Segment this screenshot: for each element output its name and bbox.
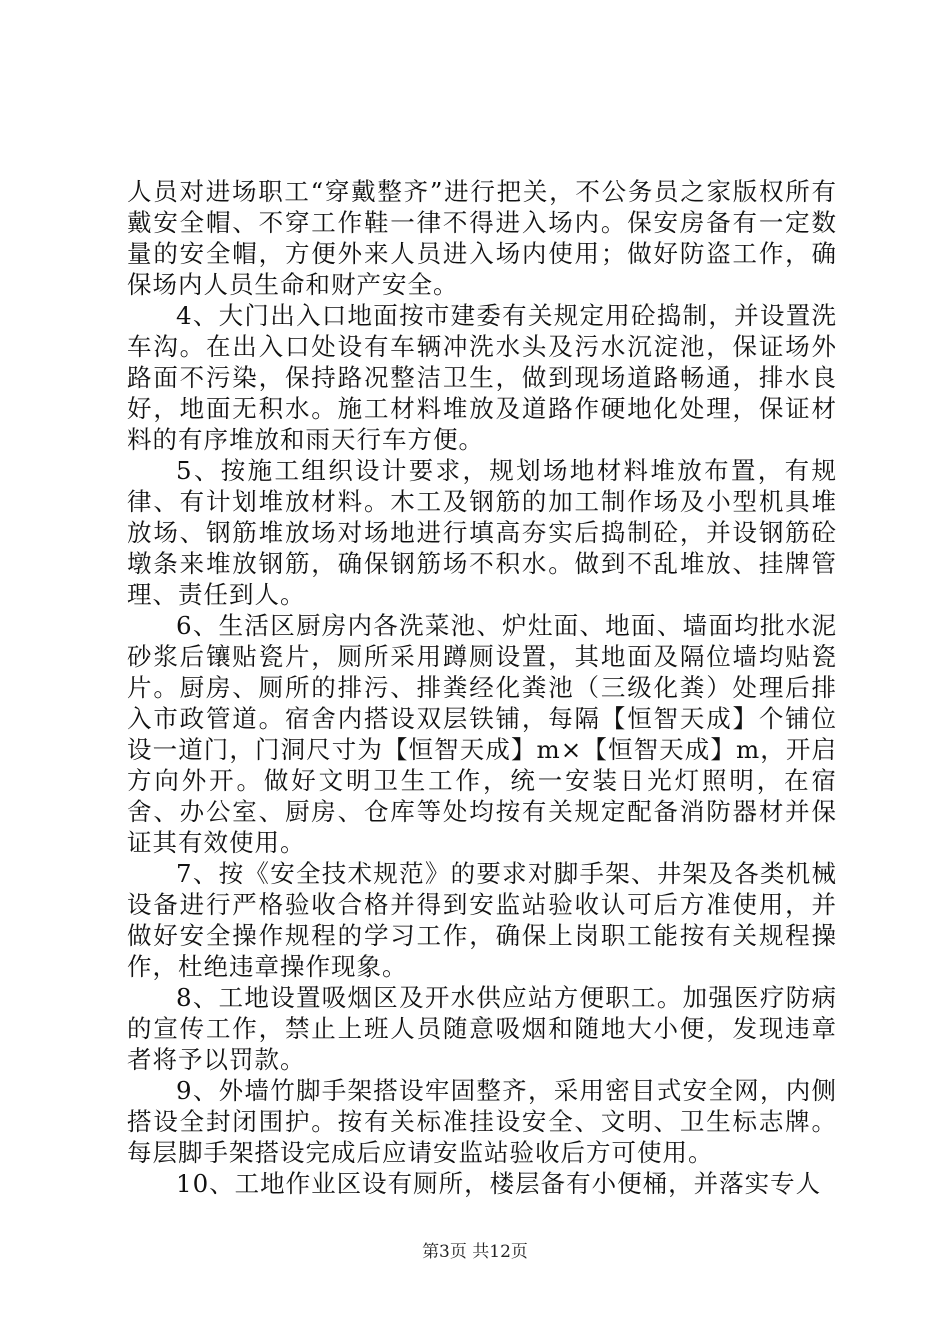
document-body	[127, 176, 837, 1199]
page-number-footer: 第3页 共12页	[422, 1242, 528, 1262]
paragraph-item-5: 5、按施工组织设计要求，规划场地材料堆放布置，有规律、有计划堆放材料。木工及钢筋的加工制作场及小型机具堆放场、钢筋堆放场对场地进行填高夯实后捣制砼，并设钢筋砼墩条来堆放钢筋，确保钢筋场不积水。做到不乱堆放、挂牌管理、责任到人。	[127, 456, 837, 609]
paragraph-continuation: 人员对进场职工“穿戴整齐”进行把关，不公务员之家版权所有戴安全帽、不穿工作鞋一律不得进入场内。保安房备有一定数量的安全帽，方便外来人员进入场内使用；做好防盗工作，确保场内人员生命和财产安全。	[127, 177, 837, 299]
paragraph-item-4: 4、大门出入口地面按市建委有关规定用砼捣制，并设置洗车沟。在出入口处设有车辆冲洗水头及污水沉淀池，保证场外路面不污染，保持路况整洁卫生，做到现场道路畅通，排水良好，地面无积水。施工材料堆放及道路作硬地化处理，保证材料的有序堆放和雨天行车方便。	[127, 301, 837, 454]
paragraph-item-6: 6、生活区厨房内各洗菜池、炉灶面、地面、墙面均批水泥砂浆后镶贴瓷片，厕所采用蹲厕设置，其地面及隔位墙均贴瓷片。厨房、厕所的排污、排粪经化粪池（三级化粪）处理后排入市政管道。宿舍内搭设双层铁铺，每隔【恒智天成】个铺位设一道门，门洞尺寸为【恒智天成】m×【恒智天成】m，开启方向外开。做好文明卫生工作，统一安装日光灯照明，在宿舍、办公室、厨房、仓库等处均按有关规定配备消防器材并保证其有效使用。	[127, 611, 837, 857]
paragraph-item-7: 7、按《安全技术规范》的要求对脚手架、井架及各类机械设备进行严格验收合格并得到安监站验收认可后方准使用，并做好安全操作规程的学习工作，确保上岗职工能按有关规程操作，杜绝违章操作现象。	[127, 859, 837, 981]
paragraph-item-10: 10、工地作业区设有厕所，楼层备有小便桶，并落实专人	[176, 1169, 822, 1198]
paragraph-item-8: 8、工地设置吸烟区及开水供应站方便职工。加强医疗防病的宣传工作，禁止上班人员随意吸烟和随地大小便，发现违章者将予以罚款。	[127, 983, 837, 1074]
paragraph-item-9: 9、外墙竹脚手架搭设牢固整齐，采用密目式安全网，内侧搭设全封闭围护。按有关标准挂设安全、文明、卫生标志牌。每层脚手架搭设完成后应请安监站验收后方可使用。	[127, 1076, 837, 1167]
